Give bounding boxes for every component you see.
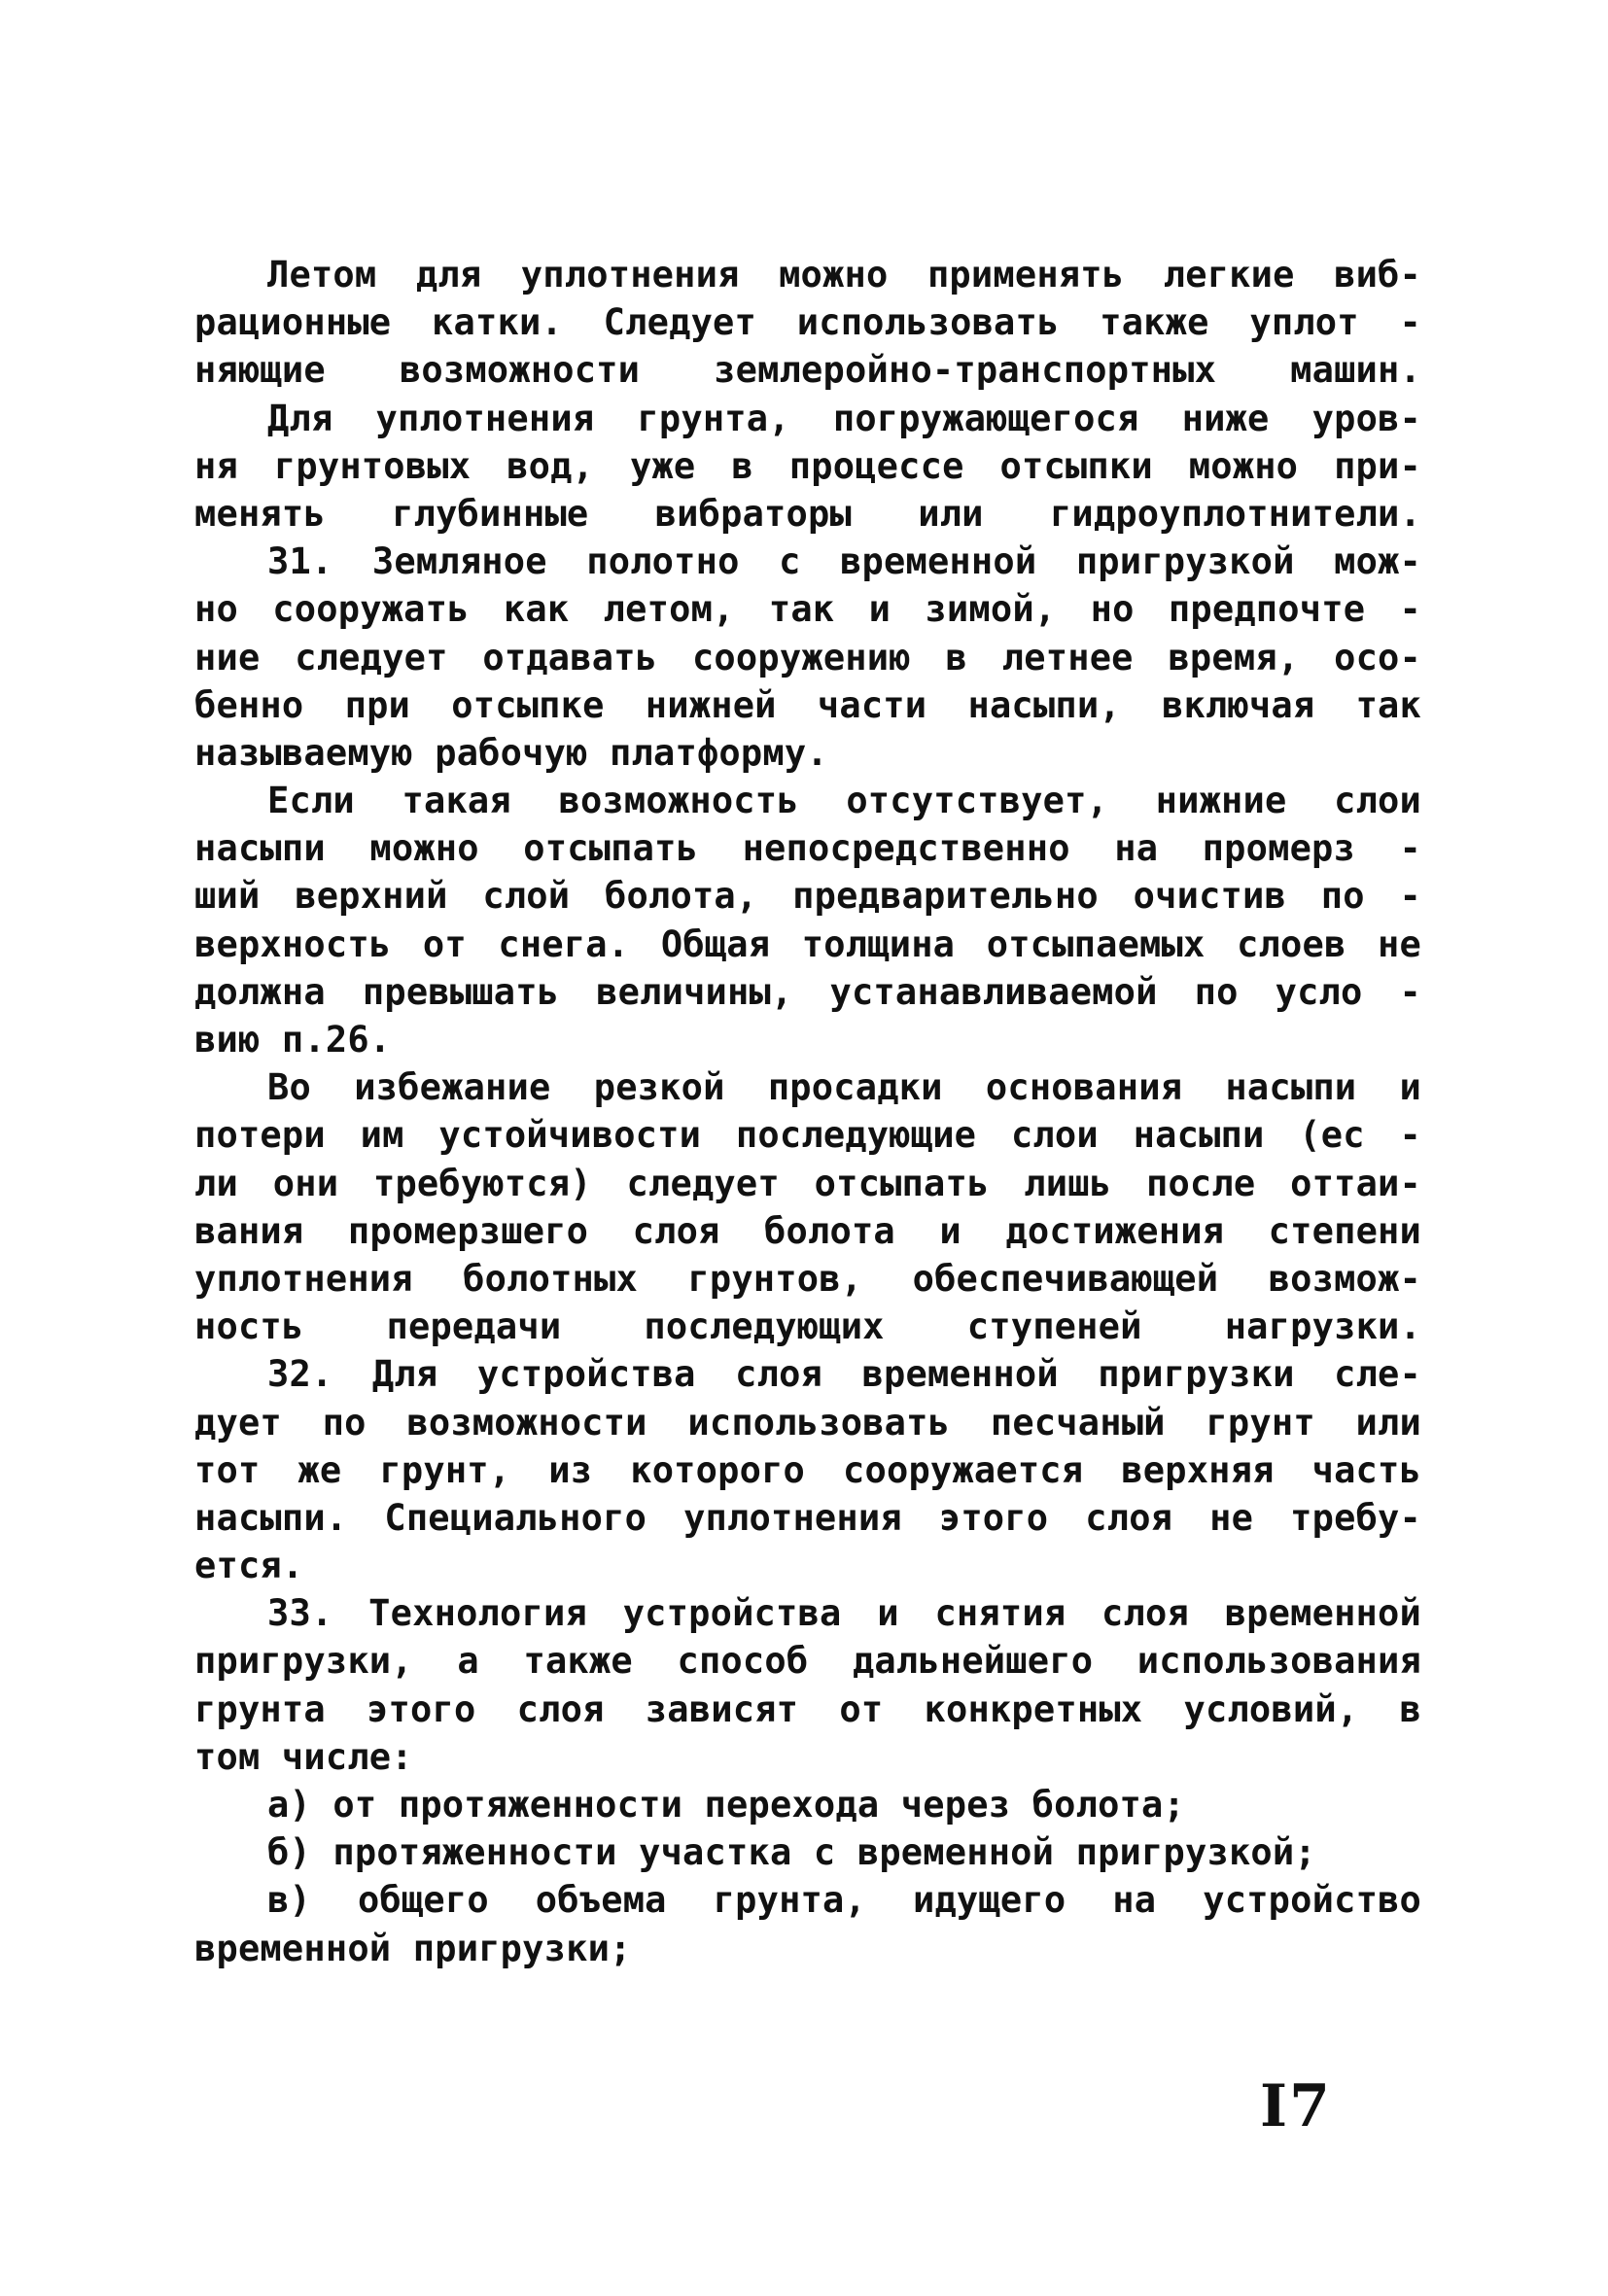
text-line: должна превышать величины, устанавливаемой по усло - (194, 970, 1421, 1013)
text-line: верхность от снега. Общая толщина отсыпаемых слоев не (194, 922, 1421, 965)
text-line: вию п.26. (194, 1019, 392, 1061)
text-line: пригрузки, а также способ дальнейшего использования (194, 1640, 1421, 1683)
text-line: уплотнения болотных грунтов, обеспечивающей возмож- (194, 1257, 1421, 1300)
text-line: Во избежание резкой просадки основания насыпи и (267, 1066, 1421, 1109)
text-line: Если такая возможность отсутствует, нижние слои (267, 780, 1421, 822)
text-line: Для уплотнения грунта, погружающегося ниже уров- (267, 397, 1421, 439)
text-line: рационные катки. Следует использовать также уплот - (194, 301, 1421, 344)
text-line: ется. (194, 1545, 304, 1587)
text-line: потери им устойчивости последующие слои насыпи (ес - (194, 1114, 1421, 1157)
text-line: б) протяженности участка с временной пригрузкой; (267, 1831, 1316, 1874)
text-line: временной пригрузки; (194, 1927, 632, 1969)
text-line: 33. Технология устройства и снятия слоя временной (267, 1592, 1421, 1635)
text-line: бенно при отсыпке нижней части насыпи, включая так (194, 683, 1421, 726)
text-line: грунта этого слоя зависят от конкретных условий, в (194, 1687, 1421, 1730)
text-line: но сооружать как летом, так и зимой, но предпочте - (194, 588, 1421, 631)
text-line: 32. Для устройства слоя временной пригрузки сле- (267, 1353, 1421, 1396)
text-line: насыпи можно отсыпать непосредственно на промерз - (194, 827, 1421, 870)
text-line: ли они требуются) следует отсыпать лишь после оттаи- (194, 1162, 1421, 1204)
text-line: няющие возможности землеройно-транспортных машин. (194, 349, 1421, 392)
text-line: ня грунтовых вод, уже в процессе отсыпки можно при- (194, 444, 1421, 487)
text-line: тот же грунт, из которого сооружается верхняя часть (194, 1448, 1421, 1491)
text-line: дует по возможности использовать песчаный грунт или (194, 1401, 1421, 1444)
text-line: вания промерзшего слоя болота и достижения степени (194, 1209, 1421, 1252)
text-line: том числе: (194, 1735, 413, 1778)
page-number: I7 (1260, 2072, 1332, 2140)
text-line: 31. Земляное полотно с временной пригрузкой мож- (267, 540, 1421, 583)
text-line: ность передачи последующих ступеней нагрузки. (194, 1305, 1421, 1348)
text-line: ший верхний слой болота, предварительно очистив по - (194, 875, 1421, 918)
document-body (194, 251, 1421, 1972)
text-line: называемую рабочую платформу. (194, 731, 828, 774)
text-line: ние следует отдавать сооружению в летнее время, осо- (194, 636, 1421, 678)
text-line: а) от протяженности перехода через болота; (267, 1784, 1185, 1826)
text-line: в) общего объема грунта, идущего на устройство (267, 1879, 1421, 1922)
text-line: менять глубинные вибраторы или гидроуплотнители. (194, 492, 1421, 535)
text-line: насыпи. Специального уплотнения этого слоя не требу- (194, 1496, 1421, 1539)
text-line: Летом для уплотнения можно применять легкие виб- (267, 254, 1421, 296)
